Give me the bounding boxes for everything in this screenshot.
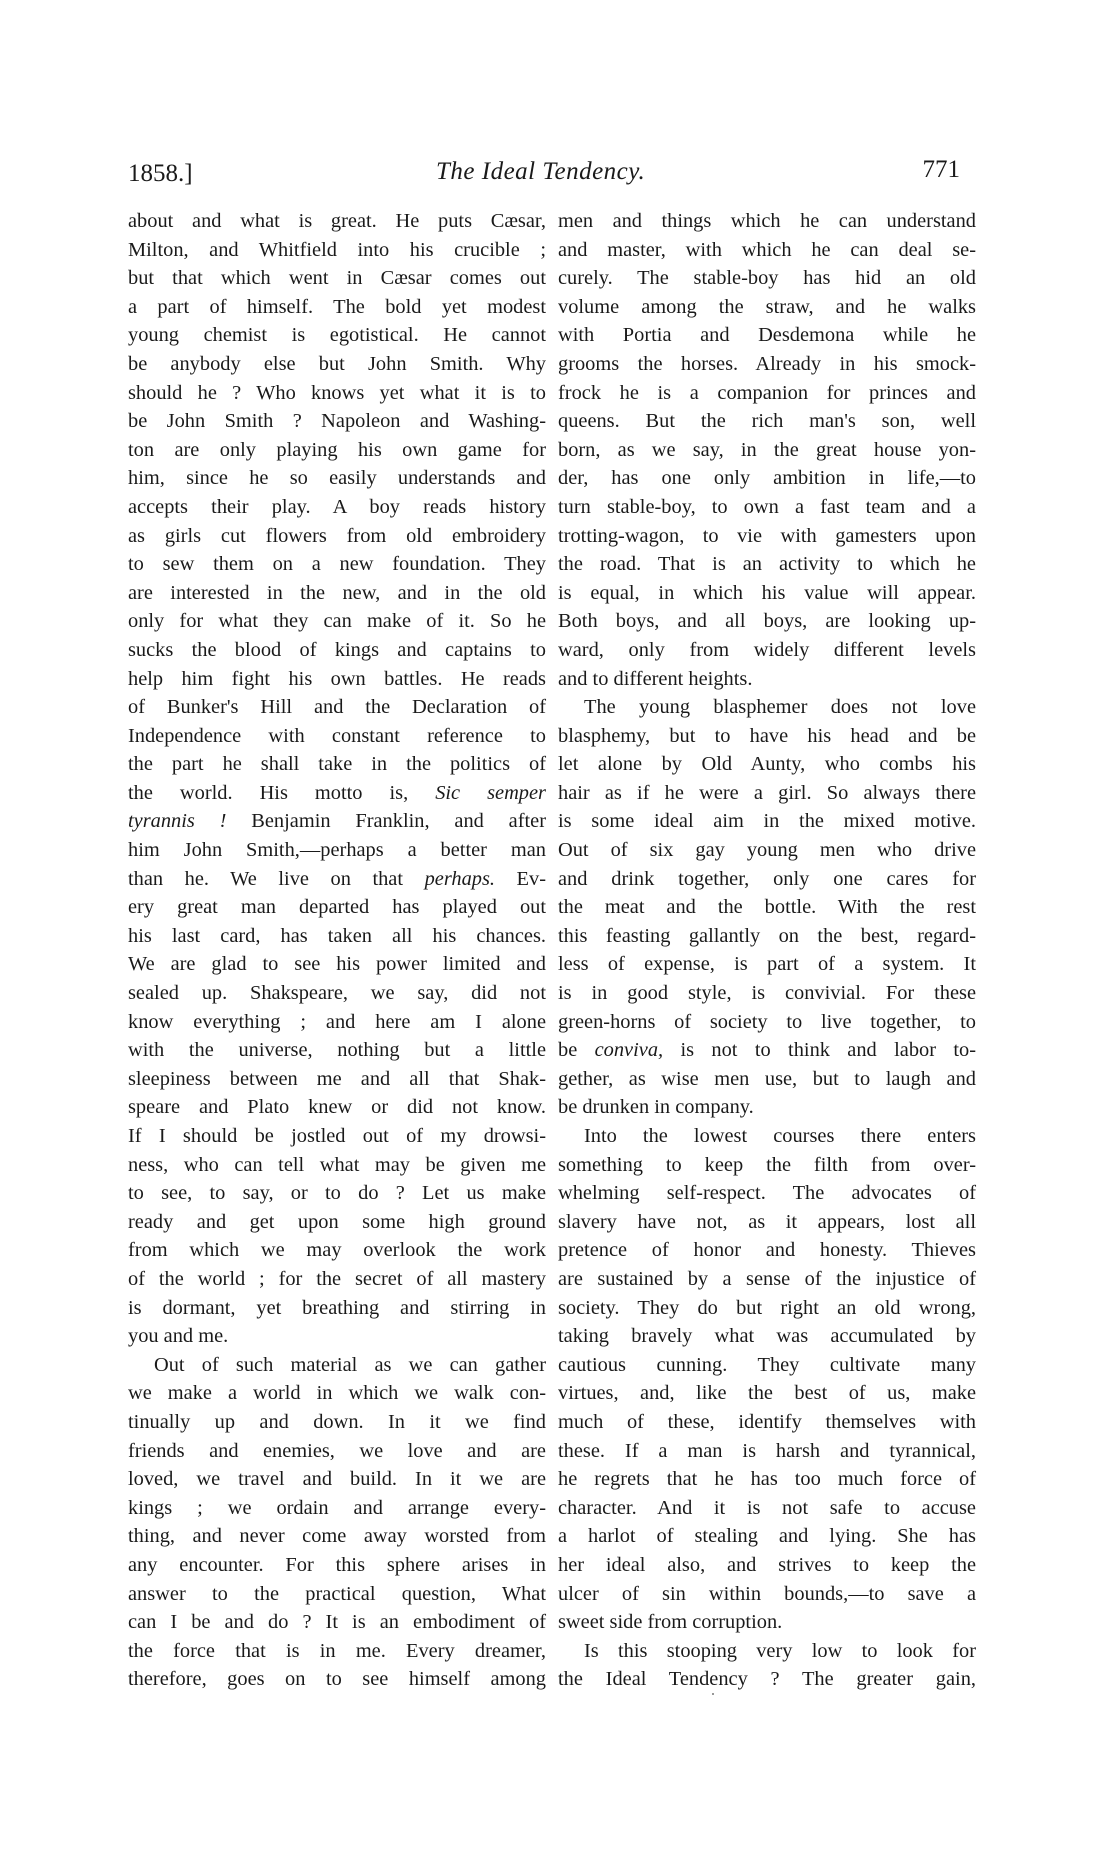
- text-run: speare and Plato knew or did not know.: [128, 1096, 546, 1119]
- text-line: [558, 750, 976, 779]
- text-run: as girls cut flowers from old embroidery: [128, 524, 546, 547]
- running-head-year: 1858.]: [128, 160, 193, 187]
- text-line: [558, 407, 976, 436]
- text-line: [128, 1637, 546, 1666]
- text-line: [558, 865, 976, 894]
- text-line: [558, 493, 976, 522]
- italic-run: Sic semper: [435, 781, 546, 804]
- text-line: [128, 722, 546, 751]
- text-run: and master, with which he can deal se-: [558, 238, 976, 261]
- text-line: [128, 1036, 546, 1065]
- text-line: [558, 350, 976, 379]
- text-line: [558, 1036, 976, 1065]
- text-line: [128, 1294, 546, 1323]
- text-line: [558, 693, 976, 722]
- text-run: the meat and the bottle. With the rest: [558, 896, 976, 919]
- text-line: [128, 293, 546, 322]
- text-line: [128, 1665, 546, 1694]
- text-line: [128, 1608, 546, 1637]
- text-line: [128, 550, 546, 579]
- text-run: young chemist is egotistical. He cannot: [128, 324, 546, 347]
- text-line: [128, 1351, 546, 1380]
- text-run: blasphemy, but to have his head and be: [558, 724, 976, 747]
- text-line: [128, 665, 546, 694]
- text-line: [558, 1637, 976, 1666]
- text-run: green-horns of society to live together, to: [558, 1010, 976, 1033]
- text-run: him John Smith,—perhaps a better man: [128, 839, 546, 862]
- running-head: [128, 158, 960, 192]
- text-line: [128, 1494, 546, 1523]
- text-line: [128, 350, 546, 379]
- text-line: [128, 750, 546, 779]
- text-run: Milton, and Whitfield into his crucible ;: [128, 238, 546, 261]
- text-line: [558, 1294, 976, 1323]
- text-run: something to keep the filth from over-: [558, 1153, 976, 1176]
- text-line: [558, 1408, 976, 1437]
- text-run: sealed up. Shakspeare, we say, did not: [128, 982, 546, 1005]
- text-column-left: [128, 207, 546, 1694]
- text-line: [558, 636, 976, 665]
- text-run: the world. His motto is,: [128, 781, 436, 804]
- text-line: [558, 1608, 976, 1637]
- text-run: to see, to say, or to do ? Let us make: [128, 1182, 546, 1205]
- text-run: of Bunker's Hill and the Declaration of: [128, 696, 546, 719]
- text-run: thing, and never come away worsted from: [128, 1525, 546, 1548]
- text-run: Is this stooping very low to look for: [584, 1639, 976, 1662]
- text-run: help him fight his own battles. He reads: [128, 667, 546, 690]
- text-run: ery great man departed has played out: [128, 896, 546, 919]
- text-run: grooms the horses. Already in his smock-: [558, 352, 976, 375]
- text-run: of the world ; for the secret of all mastery: [128, 1267, 546, 1290]
- text-run: accepts their play. A boy reads history: [128, 495, 546, 518]
- text-line: [128, 779, 546, 808]
- text-run: Independence with constant reference to: [128, 724, 546, 747]
- text-line: [558, 579, 976, 608]
- page-number: 771: [922, 156, 960, 183]
- text-run: any encounter. For this sphere arises in: [128, 1553, 546, 1576]
- text-run: much of these, identify themselves with: [558, 1410, 976, 1433]
- text-run: be: [558, 1039, 595, 1062]
- text-run: are sustained by a sense of the injustice of: [558, 1267, 976, 1290]
- text-line: [128, 1122, 546, 1151]
- text-run: be John Smith ? Napoleon and Washing-: [128, 410, 546, 433]
- text-run: The young blasphemer does not love: [584, 696, 976, 719]
- text-line: [128, 922, 546, 951]
- text-run: loved, we travel and build. In it we are: [128, 1468, 546, 1491]
- text-run: queens. But the rich man's son, well: [558, 410, 976, 433]
- text-run: Into the lowest courses there enters: [584, 1125, 976, 1147]
- text-line: [558, 236, 976, 265]
- text-line: [128, 379, 546, 408]
- text-line: [558, 922, 976, 951]
- text-run: but that which went in Cæsar comes out: [128, 267, 546, 290]
- text-run: sweet side from corruption.: [558, 1611, 783, 1634]
- text-run: know everything ; and here am I alone: [128, 1010, 546, 1033]
- text-run: friends and enemies, we love and are: [128, 1439, 546, 1462]
- text-line: [128, 1093, 546, 1122]
- text-run: ulcer of sin within bounds,—to save a: [558, 1582, 976, 1605]
- text-run: with Portia and Desdemona while he: [558, 324, 976, 347]
- text-line: [128, 522, 546, 551]
- text-run: kings ; we ordain and arrange every-: [128, 1496, 546, 1519]
- text-line: [128, 321, 546, 350]
- text-run: can I be and do ? It is an embodiment of: [128, 1611, 546, 1634]
- text-line: [558, 1322, 976, 1351]
- text-run: ward, only from widely different levels: [558, 638, 976, 661]
- text-run: ton are only playing his own game for: [128, 438, 546, 461]
- text-run: If I should be jostled out of my drowsi-: [128, 1125, 546, 1147]
- text-line: [128, 836, 546, 865]
- text-run: sleepiness between me and all that Shak-: [128, 1067, 546, 1090]
- text-run: her ideal also, and strives to keep the: [558, 1553, 976, 1576]
- text-line: [128, 579, 546, 608]
- text-run: pretence of honor and honesty. Thieves: [558, 1239, 976, 1262]
- text-line: [558, 1236, 976, 1265]
- text-line: [558, 321, 976, 350]
- text-run: his last card, has taken all his chances.: [128, 924, 546, 947]
- text-run: Out of six gay young men who drive: [558, 839, 976, 862]
- text-line: [558, 779, 976, 808]
- text-run: only for what they can make of it. So he: [128, 610, 546, 633]
- text-line: [128, 1236, 546, 1265]
- text-run: therefore, goes on to see himself among: [128, 1668, 546, 1691]
- text-line: [558, 979, 976, 1008]
- text-run: are interested in the new, and in the old: [128, 581, 546, 604]
- text-line: [128, 207, 546, 236]
- text-line: [128, 893, 546, 922]
- text-run: the Ideal Tendency ? The greater gain,: [558, 1668, 976, 1691]
- text-line: [128, 979, 546, 1008]
- italic-run: tyrannis !: [128, 810, 227, 833]
- text-run: he regrets that he has too much force of: [558, 1468, 976, 1491]
- text-line: [558, 379, 976, 408]
- text-line: [558, 1494, 976, 1523]
- italic-run: perhaps.: [424, 867, 496, 890]
- text-run: taking bravely what was accumulated by: [558, 1325, 976, 1348]
- text-run: a harlot of stealing and lying. She has: [558, 1525, 976, 1548]
- text-run: Benjamin Franklin, and after: [226, 810, 546, 833]
- text-run: cautious cunning. They cultivate many: [558, 1353, 976, 1376]
- text-line: [558, 1265, 976, 1294]
- text-run: let alone by Old Aunty, who combs his: [558, 753, 976, 776]
- text-line: [558, 807, 976, 836]
- text-line: [558, 1151, 976, 1180]
- text-line: [128, 693, 546, 722]
- text-line: [128, 607, 546, 636]
- text-line: [128, 1437, 546, 1466]
- text-run: the road. That is an activity to which he: [558, 553, 976, 576]
- text-run: answer to the practical question, What: [128, 1582, 546, 1605]
- text-line: [558, 264, 976, 293]
- text-line: [558, 893, 976, 922]
- text-line: [128, 1522, 546, 1551]
- text-run: born, as we say, in the great house yon-: [558, 438, 976, 461]
- text-run: Both boys, and all boys, are looking up-: [558, 610, 976, 633]
- text-run: tinually up and down. In it we find: [128, 1410, 546, 1433]
- text-line: [128, 464, 546, 493]
- text-run: should he ? Who knows yet what it is to: [128, 381, 546, 404]
- text-run: and to different heights.: [558, 667, 753, 690]
- text-line: [558, 1351, 976, 1380]
- text-line: [128, 236, 546, 265]
- text-line: [558, 1665, 976, 1694]
- text-line: [128, 1265, 546, 1294]
- text-run: these. If a man is harsh and tyrannical,: [558, 1439, 976, 1462]
- text-line: [558, 1008, 976, 1037]
- text-line: [128, 407, 546, 436]
- text-line: [558, 1551, 976, 1580]
- text-run: is dormant, yet breathing and stirring in: [128, 1296, 546, 1319]
- text-line: [128, 1551, 546, 1580]
- text-run: virtues, and, like the best of us, make: [558, 1382, 976, 1405]
- text-run: frock he is a companion for princes and: [558, 381, 976, 404]
- text-run: turn stable-boy, to own a fast team and a: [558, 495, 976, 518]
- text-run: trotting-wagon, to vie with gamesters upon: [558, 524, 976, 547]
- text-run: Ev-: [495, 867, 547, 890]
- text-run: less of expense, is part of a system. It: [558, 953, 976, 976]
- text-line: [558, 1208, 976, 1237]
- text-run: this feasting gallantly on the best, regard-: [558, 924, 976, 947]
- text-run: with the universe, nothing but a little: [128, 1039, 546, 1062]
- text-line: [128, 807, 546, 836]
- text-run: der, has one only ambition in life,—to: [558, 467, 976, 490]
- text-line: [558, 550, 976, 579]
- text-line: [128, 1465, 546, 1494]
- text-run: hair as if he were a girl. So always there: [558, 781, 976, 804]
- text-line: [558, 522, 976, 551]
- text-line: [558, 1522, 976, 1551]
- text-line: [558, 607, 976, 636]
- text-line: [558, 1179, 976, 1208]
- running-head-title: The Ideal Tendency.: [436, 158, 646, 185]
- text-run: men and things which he can understand: [558, 210, 976, 232]
- text-run: sucks the blood of kings and captains to: [128, 638, 546, 661]
- text-line: [558, 950, 976, 979]
- text-run: is equal, in which his value will appear.: [558, 581, 976, 604]
- text-run: We are glad to see his power limited and: [128, 953, 546, 976]
- text-run: than he. We live on that: [128, 867, 425, 890]
- text-line: [558, 1437, 976, 1466]
- print-speck: [712, 1693, 714, 1695]
- text-run: be drunken in company.: [558, 1096, 754, 1119]
- text-run: a part of himself. The bold yet modest: [128, 295, 546, 318]
- text-line: [128, 1379, 546, 1408]
- text-column-right: [558, 207, 976, 1694]
- text-run: character. And it is not safe to accuse: [558, 1496, 976, 1519]
- text-run: is in good style, is convivial. For these: [558, 982, 976, 1005]
- text-run: to sew them on a new foundation. They: [128, 553, 546, 576]
- text-line: [558, 1580, 976, 1609]
- text-run: is not to think and labor to-: [663, 1039, 977, 1062]
- text-run: him, since he so easily understands and: [128, 467, 546, 490]
- text-line: [558, 1465, 976, 1494]
- text-line: [128, 1208, 546, 1237]
- text-line: [128, 1065, 546, 1094]
- text-line: [128, 950, 546, 979]
- text-line: [128, 1580, 546, 1609]
- text-run: slavery have not, as it appears, lost all: [558, 1210, 976, 1233]
- text-run: you and me.: [128, 1325, 229, 1348]
- text-run: the part he shall take in the politics of: [128, 753, 546, 776]
- text-line: [558, 836, 976, 865]
- text-line: [558, 665, 976, 694]
- text-run: society. They do but right an old wrong,: [558, 1296, 976, 1319]
- text-line: [558, 1122, 976, 1151]
- text-run: curely. The stable-boy has hid an old: [558, 267, 976, 290]
- text-line: [558, 722, 976, 751]
- text-run: ness, who can tell what may be given me: [128, 1153, 546, 1176]
- text-line: [128, 493, 546, 522]
- text-line: [128, 636, 546, 665]
- text-run: Out of such material as we can gather: [154, 1353, 546, 1376]
- text-line: [128, 1322, 546, 1351]
- text-line: [558, 1093, 976, 1122]
- text-run: from which we may overlook the work: [128, 1239, 546, 1262]
- italic-run: conviva,: [594, 1039, 664, 1062]
- text-run: whelming self-respect. The advocates of: [558, 1182, 976, 1205]
- text-run: volume among the straw, and he walks: [558, 295, 976, 318]
- text-run: we make a world in which we walk con-: [128, 1382, 546, 1405]
- text-run: is some ideal aim in the mixed motive.: [558, 810, 976, 833]
- text-run: the force that is in me. Every dreamer,: [128, 1639, 546, 1662]
- text-line: [128, 264, 546, 293]
- text-line: [128, 1179, 546, 1208]
- text-run: and drink together, only one cares for: [558, 867, 976, 890]
- text-run: gether, as wise men use, but to laugh and: [558, 1067, 976, 1090]
- text-line: [558, 436, 976, 465]
- text-run: be anybody else but John Smith. Why: [128, 352, 546, 375]
- text-line: [558, 464, 976, 493]
- text-line: [128, 865, 546, 894]
- text-run: ready and get upon some high ground: [128, 1210, 546, 1233]
- text-line: [128, 1008, 546, 1037]
- text-line: [128, 1151, 546, 1180]
- text-line: [558, 1379, 976, 1408]
- text-run: about and what is great. He puts Cæsar,: [128, 210, 546, 232]
- text-line: [558, 293, 976, 322]
- text-line: [558, 207, 976, 236]
- text-line: [558, 1065, 976, 1094]
- text-line: [128, 1408, 546, 1437]
- text-line: [128, 436, 546, 465]
